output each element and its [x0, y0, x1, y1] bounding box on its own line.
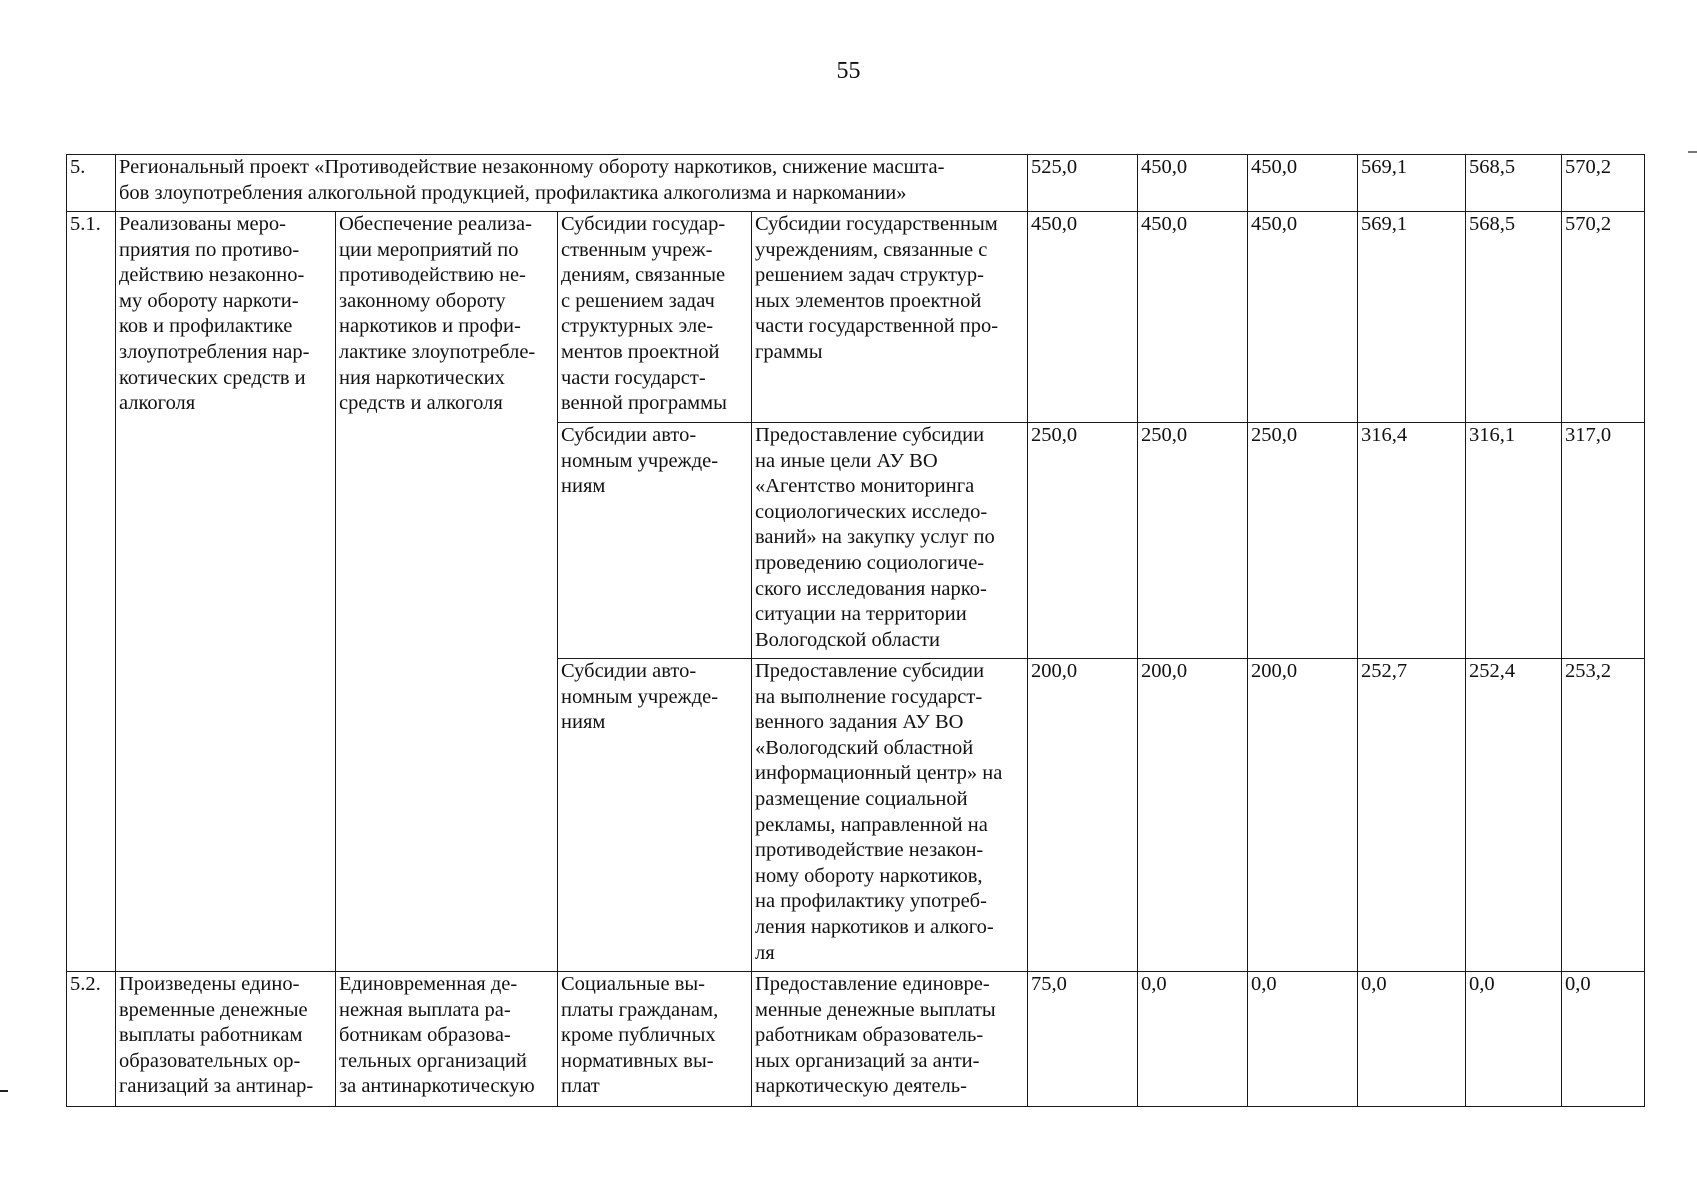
table-row: [67, 972, 1645, 1107]
page-number: 55: [836, 58, 861, 84]
margin-mark: [1688, 151, 1697, 153]
value-cell: 570,2: [1562, 155, 1645, 212]
value-cell: 450,0: [1138, 212, 1248, 423]
value-cell: 316,1: [1466, 423, 1562, 659]
table-row: [67, 212, 1645, 423]
value-cell: 250,0: [1028, 423, 1138, 659]
value-cell: 450,0: [1248, 155, 1358, 212]
value-cell: 0,0: [1562, 972, 1645, 1107]
budget-table: [66, 154, 1645, 1107]
result-cell: Произведены едино- временные денежные выплаты работникам образовательных ор- ганизаций за антинар-: [116, 972, 336, 1107]
value-cell: 569,1: [1358, 212, 1466, 423]
value-cell: 200,0: [1138, 659, 1248, 972]
value-cell: 450,0: [1138, 155, 1248, 212]
value-cell: 317,0: [1562, 423, 1645, 659]
value-cell: 525,0: [1028, 155, 1138, 212]
table-row: [67, 155, 1645, 212]
measure-cell: Единовременная де- нежная выплата ра- ботникам образова- тельных организаций за антинаркотическую: [336, 972, 558, 1107]
expense-type-cell: Субсидии авто- номным учрежде- ниям: [558, 659, 752, 972]
row-number: 5.2.: [67, 972, 116, 1107]
value-cell: 568,5: [1466, 155, 1562, 212]
margin-mark: [0, 1090, 8, 1092]
value-cell: 450,0: [1248, 212, 1358, 423]
value-cell: 252,4: [1466, 659, 1562, 972]
value-cell: 200,0: [1248, 659, 1358, 972]
expense-type-cell: Субсидии авто- номным учрежде- ниям: [558, 423, 752, 659]
measure-cell: Обеспечение реализа- ции мероприятий по противодействию не- законному обороту наркотиков и профи- лактике злоупотребле- ния наркотических средств и алкоголя: [336, 212, 558, 972]
description-cell: Предоставление субсидии на выполнение государст- венного задания АУ ВО «Вологодский областной информационный центр» на размещение социальной рекламы, направленной на противодействие незакон- ному обороту наркотиков, на профилактику употреб- ления наркотиков и алкого- ля: [752, 659, 1028, 972]
value-cell: 569,1: [1358, 155, 1466, 212]
value-cell: 253,2: [1562, 659, 1645, 972]
expense-type-cell: Социальные вы- платы гражданам, кроме публичных нормативных вы- плат: [558, 972, 752, 1107]
value-cell: 568,5: [1466, 212, 1562, 423]
value-cell: 250,0: [1248, 423, 1358, 659]
result-cell: Реализованы меро- приятия по противо- действию незаконно- му обороту наркоти- ков и профилактике злоупотребления нар- котических средств и алкоголя: [116, 212, 336, 972]
value-cell: 0,0: [1466, 972, 1562, 1107]
value-cell: 250,0: [1138, 423, 1248, 659]
value-cell: 0,0: [1358, 972, 1466, 1107]
value-cell: 450,0: [1028, 212, 1138, 423]
value-cell: 200,0: [1028, 659, 1138, 972]
project-title: Региональный проект «Противодействие незаконному обороту наркотиков, снижение масшта- бов злоупотребления алкогольной продукцией, профилактика алкоголизма и наркомании»: [116, 155, 1028, 212]
row-number: 5.: [67, 155, 116, 212]
expense-type-cell: Субсидии государ- ственным учреж- дениям, связанные с решением задач структурных эле- ментов проектной части государст- венной программы: [558, 212, 752, 423]
value-cell: 570,2: [1562, 212, 1645, 423]
value-cell: 75,0: [1028, 972, 1138, 1107]
description-cell: Предоставление единовре- менные денежные выплаты работникам образователь- ных организаций за анти- наркотическую деятель-: [752, 972, 1028, 1107]
description-cell: Субсидии государственным учреждениям, связанные с решением задач структур- ных элементов проектной части государственной про- граммы: [752, 212, 1028, 423]
value-cell: 0,0: [1138, 972, 1248, 1107]
row-number: 5.1.: [67, 212, 116, 972]
value-cell: 0,0: [1248, 972, 1358, 1107]
description-cell: Предоставление субсидии на иные цели АУ ВО «Агентство мониторинга социологических исследо- ваний» на закупку услуг по проведению социологиче- ского исследования нарко- ситуации на территории Вологодской области: [752, 423, 1028, 659]
value-cell: 316,4: [1358, 423, 1466, 659]
value-cell: 252,7: [1358, 659, 1466, 972]
